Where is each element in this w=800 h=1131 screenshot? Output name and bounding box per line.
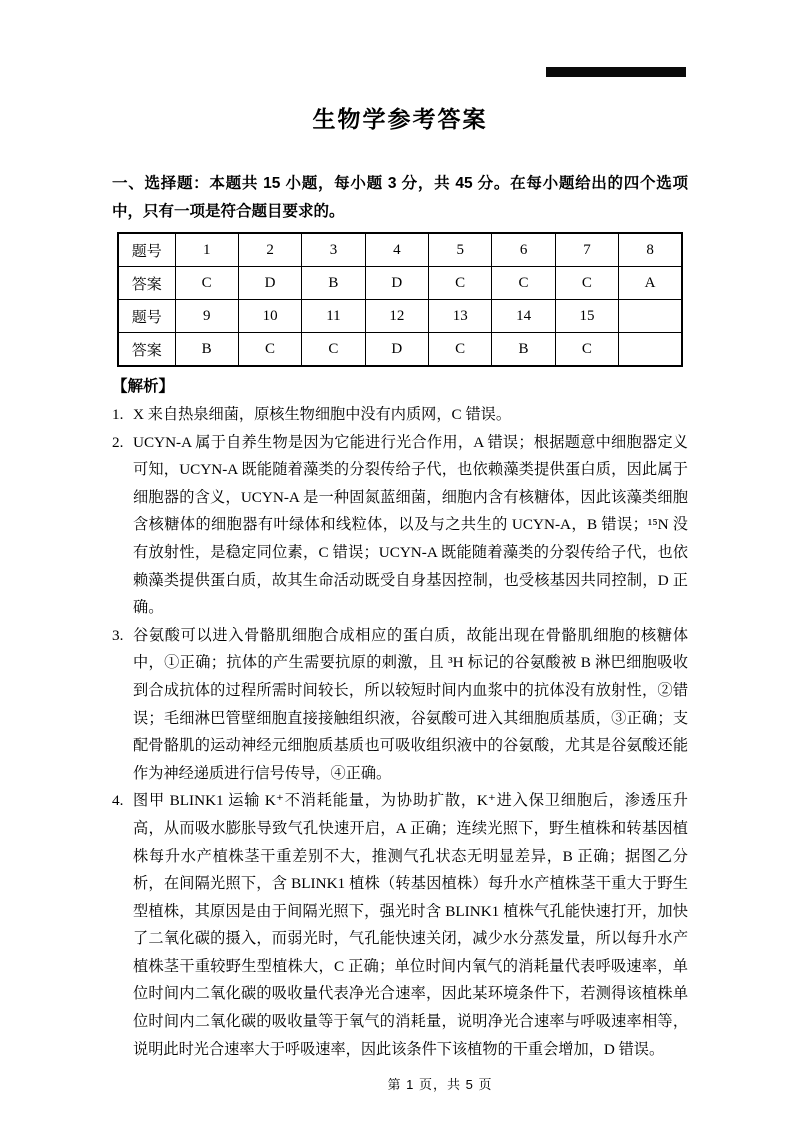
analysis-item <box>112 787 688 1063</box>
page-footer: 第 1 页，共 5 页 <box>387 1077 493 1092</box>
answer-cell: B <box>175 333 238 367</box>
answer-cell: 8 <box>619 233 682 267</box>
answer-cell: 14 <box>492 300 555 333</box>
answer-cell: 10 <box>238 300 301 333</box>
row-label-cell: 答案 <box>118 267 175 300</box>
page-content <box>112 0 688 1063</box>
analysis-list <box>112 401 688 1063</box>
answer-cell: D <box>238 267 301 300</box>
item-number: 1. <box>112 406 124 423</box>
answer-cell: B <box>302 267 365 300</box>
answer-table-body <box>118 233 682 366</box>
row-label-cell: 答案 <box>118 333 175 367</box>
answer-table-row <box>118 233 682 267</box>
answer-cell: D <box>365 333 428 367</box>
item-number: 4. <box>112 792 124 810</box>
item-text: 谷氨酸可以进入骨骼肌细胞合成相应的蛋白质，故能出现在骨骼肌细胞的核糖体中，①正确；抗体的产生需要抗原的刺激，且 ³H 标记的谷氨酸被 B 淋巴细胞吸收到合成抗体的过程所需时间较长，所以较短时间内血浆中的抗体没有放射性，②错误；毛细淋巴管壁细胞直接接触组织液，谷氨酸可进入其细胞质基质，③正确；支配骨骼肌的运动神经元细胞质基质也可吸收组织液中的谷氨酸，尤其是谷氨酸还能作为神经递质进行信号传导，④正确。 <box>133 626 688 782</box>
answer-cell: 2 <box>238 233 301 267</box>
answer-table-row <box>118 300 682 333</box>
answer-cell: 9 <box>175 300 238 333</box>
answer-cell: 15 <box>555 300 618 333</box>
answer-cell: 6 <box>492 233 555 267</box>
answer-cell: C <box>302 333 365 367</box>
answer-cell: C <box>175 267 238 300</box>
answer-cell: C <box>555 333 618 367</box>
item-text: UCYN-A 属于自养生物是因为它能进行光合作用，A 错误；根据题意中细胞器定义可知，UCYN-A 既能随着藻类的分裂传给子代，也依赖藻类提供蛋白质，因此属于细胞器的含义，UCYN-A 是一种固氮蓝细菌，细胞内含有核糖体，因此该藻类细胞含核糖体的细胞器有叶绿体和线粒体，以及与之共生的 UCYN-A，B 错误；¹⁵N 没有放射性，是稳定同位素，C 错误；UCYN-A 既能随着藻类的分裂传给子代，也依赖藻类提供蛋白质，故其生命活动既受自身基因控制，也受核基因共同控制，D 正确。 <box>133 433 688 617</box>
answer-cell: 13 <box>429 300 492 333</box>
answer-cell: D <box>365 267 428 300</box>
answer-cell <box>619 333 682 367</box>
answer-cell: 7 <box>555 233 618 267</box>
analysis-label: 【解析】 <box>112 378 175 395</box>
answer-table <box>117 232 683 367</box>
analysis-item <box>112 622 688 788</box>
section-heading: 一、选择题：本题共 15 小题，每小题 3 分，共 45 分。在每小题给出的四个选项中，只有一项是符合题目要求的。 <box>112 175 688 220</box>
answer-cell: A <box>619 267 682 300</box>
answer-cell: 3 <box>302 233 365 267</box>
answer-cell: 11 <box>302 300 365 333</box>
answer-cell <box>619 300 682 333</box>
analysis-item <box>112 401 688 429</box>
answer-cell: 1 <box>175 233 238 267</box>
analysis-item <box>112 429 688 622</box>
item-number: 2. <box>112 433 124 451</box>
answer-cell: C <box>429 333 492 367</box>
answer-cell: C <box>555 267 618 300</box>
answer-cell: 5 <box>429 233 492 267</box>
page-title: 生物学参考答案 <box>312 107 488 132</box>
answer-table-row <box>118 267 682 300</box>
answer-table-row <box>118 333 682 367</box>
row-label-cell: 题号 <box>118 233 175 267</box>
row-label-cell: 题号 <box>118 300 175 333</box>
answer-cell: C <box>492 267 555 300</box>
answer-cell: B <box>492 333 555 367</box>
answer-cell: 12 <box>365 300 428 333</box>
item-text: 图甲 BLINK1 运输 K⁺不消耗能量，为协助扩散，K⁺进入保卫细胞后，渗透压升高，从而吸水膨胀导致气孔快速开启，A 正确；连续光照下，野生植株和转基因植株每升水产植株茎干重差别不大，推测气孔状态无明显差异，B 正确；据图乙分析，在间隔光照下，含 BLINK1 植株（转基因植株）每升水产植株茎干重大于野生型植株，其原因是由于间隔光照下，强光时含 BLINK1 植株气孔能快速打开，加快了二氧化碳的摄入，而弱光时，气孔能快速关闭，减少水分蒸发量，所以每升水产植株茎干重较野生型植株大，C 正确；单位时间内氧气的消耗量代表呼吸速率，单位时间内二氧化碳的吸收量代表净光合速率，因此某环境条件下，若测得该植株单位时间内二氧化碳的吸收量等于氧气的消耗量，说明净光合速率与呼吸速率相等，说明此时光合速率大于呼吸速率，因此该条件下该植物的干重会增加，D 错误。 <box>133 792 688 1058</box>
answer-cell: C <box>429 267 492 300</box>
item-number: 3. <box>112 626 124 644</box>
item-text: X 来自热泉细菌，原核生物细胞中没有内质网，C 错误。 <box>133 406 512 423</box>
answer-cell: 4 <box>365 233 428 267</box>
answer-cell: C <box>238 333 301 367</box>
